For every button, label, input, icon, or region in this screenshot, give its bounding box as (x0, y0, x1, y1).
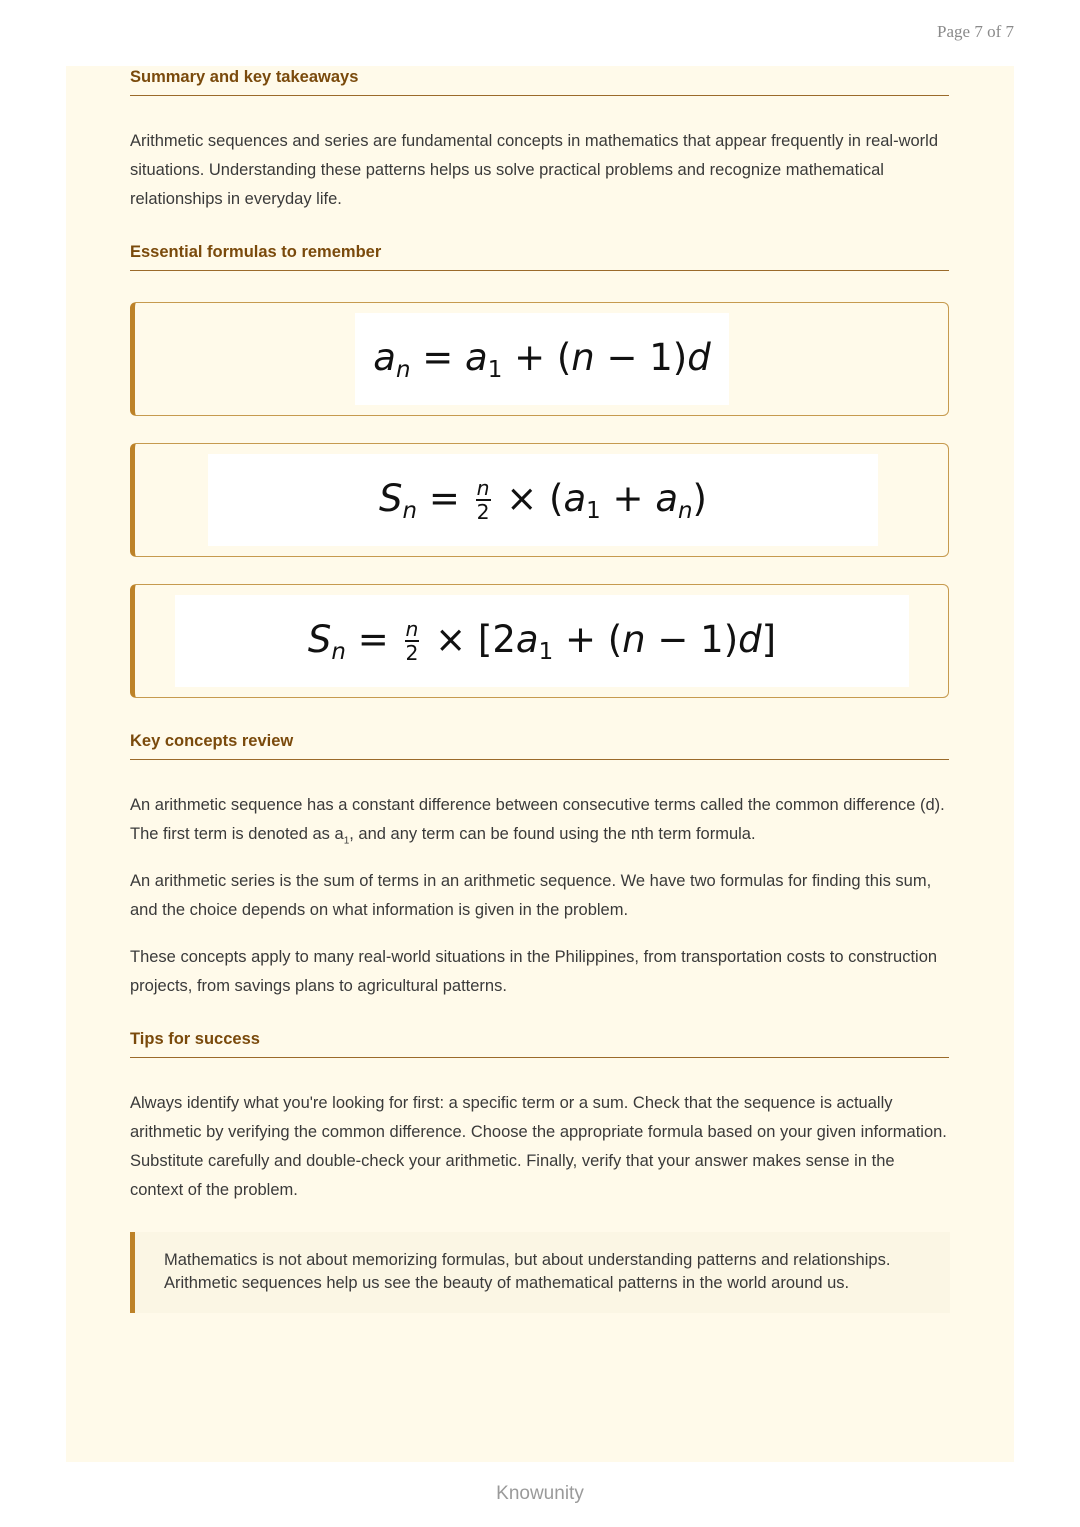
concepts-paragraph-2: An arithmetic series is the sum of terms in an arithmetic sequence. We have two formulas for finding this sum, and the choice depends on what information is given in the problem. (130, 872, 932, 919)
summary-heading: Summary and key takeaways (130, 68, 949, 96)
tips-heading: Tips for success (130, 1030, 949, 1058)
concepts-heading: Key concepts review (130, 732, 949, 760)
tips-paragraph: Always identify what you're looking for first: a specific term or a sum. Check that the sequence is actually arithmetic by verifying the common difference. Choose the appropriate formula based on your given information. Substitute carefully and double-check your arithmetic. Finally, verify that your answer makes sense in the context of the problem. (130, 1094, 947, 1199)
page-number: Page 7 of 7 (937, 22, 1014, 41)
summary-paragraph: Arithmetic sequences and series are fundamental concepts in mathematics that appear frequently in real-world situations. Understanding these patterns helps us solve practical problems and recognize mathematical relationships in everyday life. (130, 132, 939, 208)
formula-box-sum-difference (130, 584, 949, 698)
fraction-n-over-2: $\frac{n}{2}$ (476, 475, 490, 525)
formula-sum-difference: $S_n$ = $\frac{n}{2}$ × $[2a_1 + (n - 1)d]$ (175, 595, 909, 687)
quote-callout: Mathematics is not about memorizing formulas, but about understanding patterns and relationships. Arithmetic sequences help us see the beauty of mathematical patterns in the world around us. (130, 1232, 950, 1313)
formula-box-nth-term (130, 302, 949, 416)
document-page (66, 66, 1014, 1462)
formula-nth-term: $a_n = a_1 + (n - 1)d$ (355, 313, 729, 405)
concepts-paragraph-3: These concepts apply to many real-world situations in the Philippines, from transportation costs to construction projects, from savings plans to agricultural patterns. (130, 948, 938, 995)
fraction-n-over-2: $\frac{n}{2}$ (405, 616, 419, 666)
footer-brand: Knowunity (496, 1483, 584, 1504)
formula-sum-first-last: $S_n$ = $\frac{n}{2}$ × $(a_1 + a_n)$ (208, 454, 878, 546)
concepts-paragraph-1: An arithmetic sequence has a constant difference between consecutive terms called the common difference (d). The first term is denoted as $a_1$, and any term can be found using the nth term formula. (130, 796, 945, 847)
formula-box-sum-first-last (130, 443, 949, 557)
formulas-heading: Essential formulas to remember (130, 243, 949, 271)
